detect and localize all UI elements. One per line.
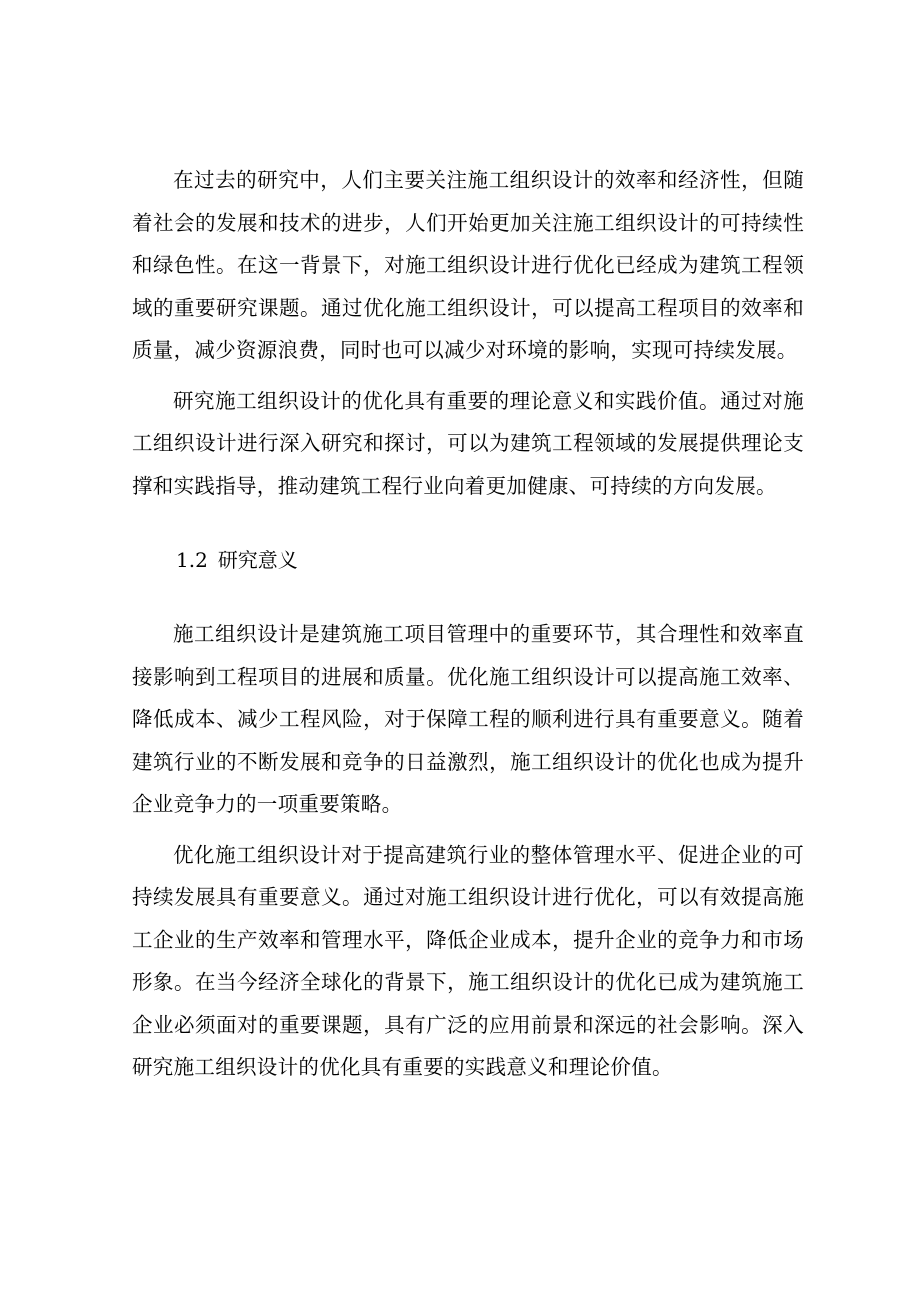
document-body	[132, 159, 804, 1089]
paragraph-significance-1: 施工组织设计是建筑施工项目管理中的重要环节，其合理性和效率直接影响到工程项目的进展和质量。优化施工组织设计可以提高施工效率、降低成本、减少工程风险，对于保障工程的顺利进行具有重要意义。随着建筑行业的不断发展和竞争的日益激烈，施工组织设计的优化也成为提升企业竞争力的一项重要策略。	[132, 622, 804, 816]
section-number: 1.2	[176, 548, 208, 572]
paragraph-significance-2: 优化施工组织设计对于提高建筑行业的整体管理水平、促进企业的可持续发展具有重要意义。通过对施工组织设计进行优化，可以有效提高施工企业的生产效率和管理水平，降低企业成本，提升企业的竞争力和市场形象。在当今经济全球化的背景下，施工组织设计的优化已成为建筑施工企业必须面对的重要课题，具有广泛的应用前景和深远的社会影响。深入研究施工组织设计的优化具有重要的实践意义和理论价值。	[132, 842, 804, 1079]
paragraph-research-value: 研究施工组织设计的优化具有重要的理论意义和实践价值。通过对施工组织设计进行深入研究和探讨，可以为建筑工程领域的发展提供理论支撑和实践指导，推动建筑工程行业向着更加健康、可持续的方向发展。	[132, 388, 804, 498]
section-heading	[132, 540, 804, 580]
paragraph-background-research: 在过去的研究中，人们主要关注施工组织设计的效率和经济性，但随着社会的发展和技术的进步，人们开始更加关注施工组织设计的可持续性和绿色性。在这一背景下，对施工组织设计进行优化已经成为建筑工程领域的重要研究课题。通过优化施工组织设计，可以提高工程项目的效率和质量，减少资源浪费，同时也可以减少对环境的影响，实现可持续发展。	[132, 168, 804, 362]
section-title: 研究意义	[217, 548, 298, 572]
